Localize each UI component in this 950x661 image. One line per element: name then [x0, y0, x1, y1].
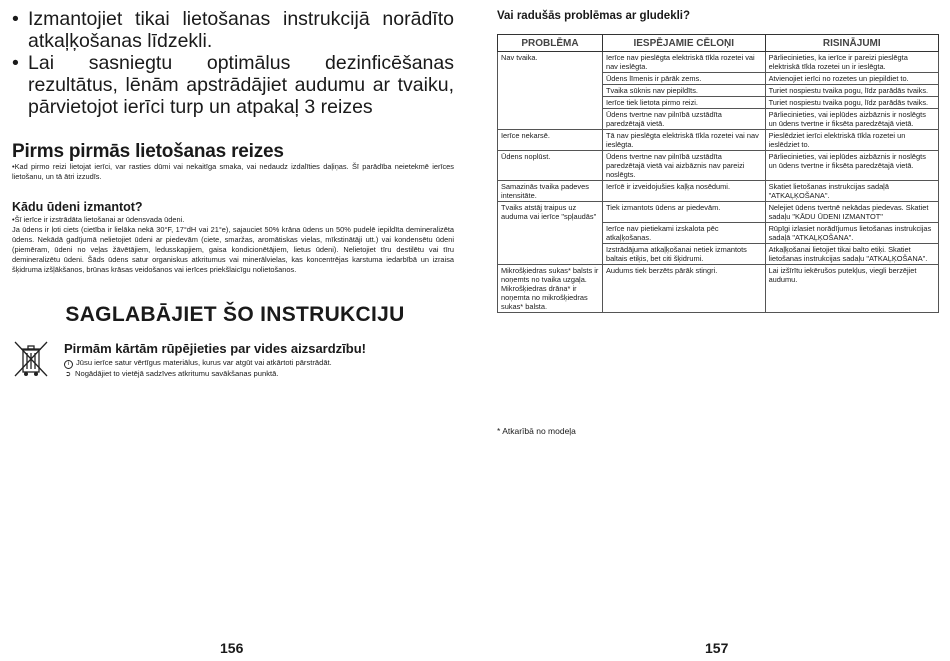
problem-cell: Tvaiks atstāj traipus uz auduma vai ierīce "spļaudās"	[498, 202, 603, 265]
first-use-text: •Kad pirmo reizi lietojat ierīci, var rasties dūmi vai nekaitīga smaka, vai nedaudz izdalīties daļiņas. Šī parādība neietekmē ierīces lietošanu, un tā ātri izzudīs.	[12, 162, 454, 181]
cause-cell: Ūdens līmenis ir pārāk zems.	[602, 73, 765, 85]
tips-list	[12, 8, 454, 118]
right-page	[475, 0, 950, 661]
solution-cell: Lai izšīrītu iekērušos putekļus, viegli berzējiet audumu.	[765, 265, 938, 313]
cause-cell: Tvaika sūknis nav piepildīts.	[602, 85, 765, 97]
solution-cell: Nelejiet ūdens tvertnē nekādas piedevas. Skatiet sadaļu "KĀDU ŪDENI IZMANTOT"	[765, 202, 938, 223]
solution-cell: Pārliecinieties, vai ieplūdes aizbāznis ir noslēgts un ūdens tvertne ir fiksēta paredzētajā vietā.	[765, 151, 938, 181]
table-header-row	[498, 35, 939, 52]
troubleshooting-table	[497, 34, 939, 313]
solution-cell: Pārliecinieties, vai ieplūdes aizbāznis ir noslēgts un ūdens tvertne ir fiksēta paredzētajā vietā.	[765, 109, 938, 130]
first-use-heading: Pirms pirmās lietošanas reizes	[12, 141, 284, 162]
cause-cell: Ūdens tvertne nav pilnībā uzstādīta paredzētajā vietā vai aizbāznis nav pareizi noslēgts.	[602, 151, 765, 181]
env-line-text: Nogādājiet to vietējā sadzīves atkritumu savākšanas punktā.	[75, 369, 279, 378]
troubleshooting-heading: Vai radušās problēmas ar gludekli?	[497, 10, 691, 22]
solution-cell: Pārliecinieties, ka ierīce ir pareizi pieslēgta elektriskā tīkla rozetei un ir ieslēgta.	[765, 52, 938, 73]
problem-cell: Ūdens noplūst.	[498, 151, 603, 181]
crossed-bin-icon	[13, 340, 49, 378]
table-row	[498, 151, 939, 181]
problem-cell: Nav tvaika.	[498, 52, 603, 130]
cause-cell: Tā nav pieslēgta elektriskā tīkla rozetei vai nav ieslēgta.	[602, 130, 765, 151]
table-body	[498, 52, 939, 313]
cause-cell: Audums tiek berzēts pārāk stingri.	[602, 265, 765, 313]
column-header: IESPĒJAMIE CĒLOŅI	[602, 35, 765, 52]
cause-cell: Tiek izmantots ūdens ar piedevām.	[602, 202, 765, 223]
table-row	[498, 202, 939, 223]
table-row	[498, 265, 939, 313]
solution-cell: Skatiet lietošanas instrukcijas sadaļā "ATKAĻĶOŠANA".	[765, 181, 938, 202]
water-paragraph: •Šī ierīce ir izstrādāta lietošanai ar ūdensvada ūdeni.	[12, 215, 185, 224]
solution-cell: Turiet nospiestu tvaika pogu, līdz parādās tvaiks.	[765, 85, 938, 97]
column-header: RISINĀJUMI	[765, 35, 938, 52]
problem-cell: Mikrošķiedras sukas* balsts ir noņemts no tvaika uzgaļa. Mikrošķiedras drāna* ir noņemta no mikrošķiedras sukas* balsta.	[498, 265, 603, 313]
cause-cell: Ierīce nav pietiekami izskalota pēc atkaļķošanas.	[602, 223, 765, 244]
tips-item: • Izmantojiet tikai lietošanas instrukcijā norādīto atkaļķošanas līdzekli.	[12, 8, 454, 52]
cause-cell: Ūdens tvertne nav pilnībā uzstādīta paredzētajā vietā.	[602, 109, 765, 130]
env-recycle-line	[64, 369, 278, 379]
solution-cell: Atvienojiet ierīci no rozetes un piepildiet to.	[765, 73, 938, 85]
water-heading: Kādu ūdeni izmantot?	[12, 200, 143, 214]
solution-cell: Pieslēdziet ierīci elektriskā tīkla rozetei un ieslēdziet to.	[765, 130, 938, 151]
cause-cell: Ierīce nav pieslēgta elektriskā tīkla rozetei vai nav ieslēgta.	[602, 52, 765, 73]
problem-cell: Samazinās tvaika padeves intensitāte.	[498, 181, 603, 202]
arrow-right-icon: ➲	[65, 371, 71, 378]
tips-item: • Lai sasniegtu optimālus dezinficēšanas rezultātus, lēnām apstrādājiet audumu ar tvaiku, pārvietojot ierīci turp un atpakaļ 3 reizes	[12, 52, 454, 118]
page-number: 156	[220, 640, 244, 656]
water-paragraph: Ja ūdens ir ļoti ciets (cietība ir lielāka nekā 30°F, 17°dH vai 21°e), sajauciet 50% krāna ūdens un 50% pudelē iepildīta demineralizēta ūdens. Nekādā gadījumā nelietojiet ūdeni ar piedevām (ciete, smaržas, aromātiskas vielas, mīkstinātāji utt.) vai kondensētu ūdeni (piemēram, ūdeni no veļas žāvētājiem, ledusskapjiem, gaisa kondicionētājiem, lietus ūdeni). Nelietojiet tīru destilētu vai tīru demineralizētu ūdeni. Šāds ūdens satur organiskus atkritumus vai minerālvielas, kas koncentrējas karstuma iedarbībā un izraisa šķidruma izšļākšanos, brūnas krāsas veidošanos vai ierīces priekšlaicīgu nolietošanos.	[12, 225, 454, 274]
env-line-text: Jūsu ierīce satur vērtīgus materiālus, kurus var atgūt vai atkārtoti pārstrādāt.	[76, 358, 332, 367]
info-icon: i	[64, 360, 73, 369]
page-number: 157	[705, 640, 729, 656]
solution-cell: Rūpīgi izlasiet norādījumus lietošanas instrukcijas sadaļā "ATKAĻĶOŠANA".	[765, 223, 938, 244]
env-info-line	[64, 358, 332, 369]
solution-cell: Atkaļķošanai lietojiet tikai balto etiķi. Skatiet lietošanas instrukcijas sadaļu "ATKAĻĶOŠANA".	[765, 244, 938, 265]
footnote: * Atkarībā no modeļa	[497, 426, 576, 436]
save-instructions-heading: SAGLABĀJIET ŠO INSTRUKCIJU	[65, 303, 405, 326]
solution-cell: Turiet nospiestu tvaika pogu, līdz parādās tvaiks.	[765, 97, 938, 109]
cause-cell: Ierīcē ir izveidojušies kaļķa nosēdumi.	[602, 181, 765, 202]
table-row	[498, 130, 939, 151]
table-row	[498, 52, 939, 73]
environment-heading: Pirmām kārtām rūpējieties par vides aizsardzību!	[64, 341, 367, 356]
table-row	[498, 181, 939, 202]
column-header: PROBLĒMA	[498, 35, 603, 52]
cause-cell: Izstrādājuma atkaļķošanai netiek izmantots baltais etiķis, bet citi šķidrumi.	[602, 244, 765, 265]
problem-cell: Ierīce nekarsē.	[498, 130, 603, 151]
water-text	[12, 215, 454, 275]
cause-cell: Ierīce tiek lietota pirmo reizi.	[602, 97, 765, 109]
